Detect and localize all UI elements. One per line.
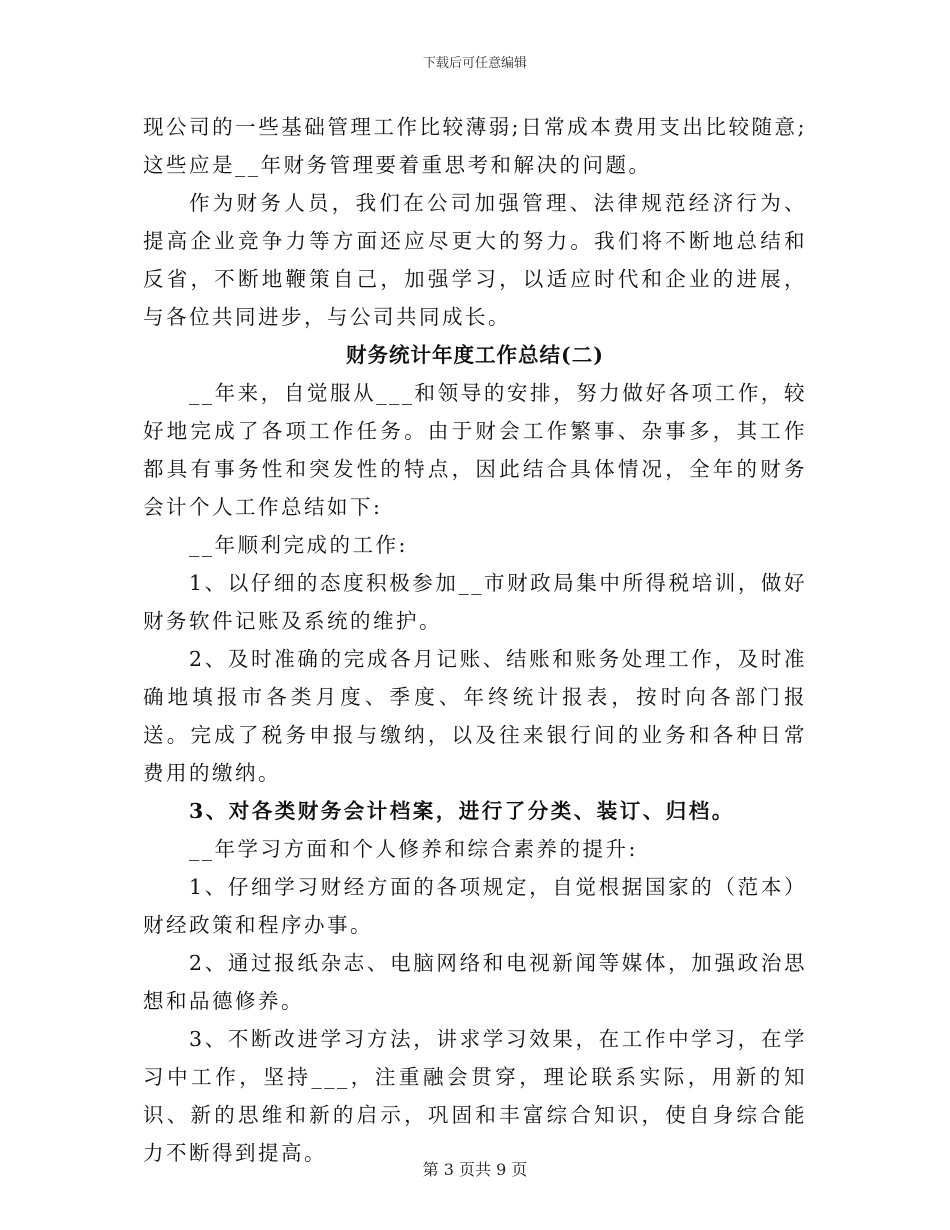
paragraph-3: __年来，自觉服从___和领导的安排，努力做好各项工作，较好地完成了各项工作任务。由于财会工作繁事、杂事多，其工作都具有事务性和突发性的特点，因此结合具体情况，全年的财务会计个人工作总结如下: (143, 381, 807, 519)
section-title: 财务统计年度工作总结(二) (346, 343, 604, 367)
paragraph-8: __年学习方面和个人修养和综合素养的提升: (189, 837, 638, 861)
paragraph-9: 1、仔细学习财经方面的各项规定，自觉根据国家的（范本）财经政策和程序办事。 (143, 875, 807, 937)
paragraph-5: 1、以仔细的态度积极参加__市财政局集中所得税培训，做好财务软件记账及系统的维护。 (143, 571, 807, 633)
page-number: 第 3 页共 9 页 (422, 1160, 528, 1179)
paragraph-4: __年顺利完成的工作: (189, 533, 408, 557)
paragraph-10: 2、通过报纸杂志、电脑网络和电视新闻等媒体，加强政治思想和品德修养。 (143, 951, 807, 1013)
page-header: 下载后可任意编辑 (422, 56, 527, 71)
paragraph-1: 现公司的一些基础管理工作比较薄弱;日常成本费用支出比较随意;这些应是__年财务管理要着重思考和解决的问题。 (143, 115, 807, 177)
paragraph-6: 2、及时准确的完成各月记账、结账和账务处理工作，及时准确地填报市各类月度、季度、年终统计报表，按时向各部门报送。完成了税务申报与缴纳，以及往来银行间的业务和各种日常费用的缴纳。 (143, 647, 807, 785)
paragraph-7: 3、对各类财务会计档案，进行了分类、装订、归档。 (189, 799, 735, 823)
paragraph-11: 3、不断改进学习方法，讲求学习效果，在工作中学习，在学习中工作，坚持___，注重融会贯穿，理论联系实际，用新的知识、新的思维和新的启示，巩固和丰富综合知识，使自身综合能力不断得到提高。 (143, 1027, 807, 1165)
document-body (143, 108, 807, 1172)
paragraph-2: 作为财务人员，我们在公司加强管理、法律规范经济行为、提高企业竞争力等方面还应尽更大的努力。我们将不断地总结和反省，不断地鞭策自己，加强学习，以适应时代和企业的进展，与各位共同进步，与公司共同成长。 (143, 191, 807, 329)
